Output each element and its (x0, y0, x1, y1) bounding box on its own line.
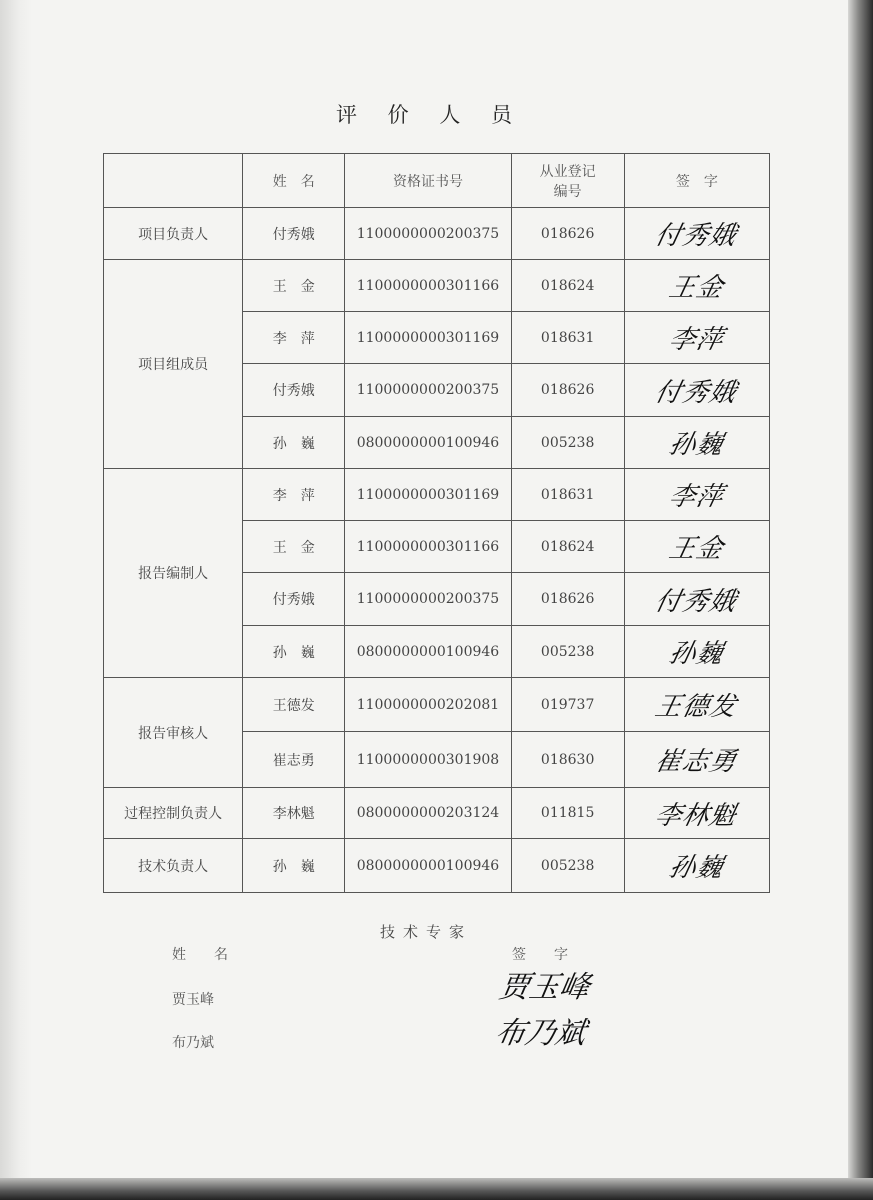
cert-cell: 1100000000200375 (345, 364, 511, 417)
reg-cell: 018626 (511, 364, 624, 417)
name-cell: 李林魁 (243, 788, 345, 839)
header-name: 姓 名 (243, 154, 345, 208)
signature-cell (624, 678, 769, 732)
header-reg-line2: 编号 (553, 183, 582, 200)
reg-cell: 005238 (511, 417, 624, 469)
name-cell: 李 萍 (243, 469, 345, 521)
cert-cell: 0800000000203124 (345, 788, 511, 839)
signature-cell (624, 417, 769, 469)
cert-cell: 0800000000100946 (345, 626, 511, 678)
cert-cell: 1100000000301166 (345, 521, 511, 573)
cert-cell: 1100000000200375 (345, 208, 511, 260)
signature-cell (624, 364, 769, 417)
role-cell: 报告编制人 (104, 469, 243, 678)
handwritten-signature: 孙巍 (666, 430, 727, 460)
experts-title: 技术专家 (380, 923, 473, 941)
table-row (104, 469, 770, 521)
cert-cell: 0800000000100946 (345, 417, 511, 469)
name-cell: 王 金 (243, 260, 345, 312)
expert-signature-1: 贾玉峰 (496, 970, 593, 1005)
handwritten-signature: 付秀娥 (652, 377, 741, 408)
header-sign: 签 字 (624, 154, 769, 208)
reg-cell: 019737 (511, 678, 624, 732)
name-cell: 孙 巍 (243, 839, 345, 893)
header-reg (511, 154, 624, 208)
signature-cell (624, 573, 769, 626)
reg-cell: 018626 (511, 208, 624, 260)
reg-cell: 018630 (511, 732, 624, 788)
cert-cell: 1100000000301908 (345, 732, 511, 788)
name-cell: 李 萍 (243, 312, 345, 364)
role-cell: 技术负责人 (104, 839, 243, 893)
reg-cell: 005238 (511, 626, 624, 678)
table-header-row (104, 154, 770, 208)
cert-cell: 1100000000301166 (345, 260, 511, 312)
role-cell: 报告审核人 (104, 678, 243, 788)
page-binding-shadow (0, 0, 32, 1178)
book-edge-right (848, 0, 873, 1200)
experts-sign-label: 签 字 (512, 947, 568, 963)
experts-name-label: 姓 名 (172, 947, 228, 963)
header-cert: 资格证书号 (345, 154, 511, 208)
cert-cell: 0800000000100946 (345, 839, 511, 893)
expert-signature-2: 布乃斌 (492, 1016, 589, 1051)
handwritten-signature: 李萍 (666, 325, 727, 355)
signature-cell (624, 839, 769, 893)
handwritten-signature: 崔志勇 (652, 747, 741, 777)
handwritten-signature: 付秀娥 (652, 586, 741, 617)
table-row (104, 208, 770, 260)
page-title: 评 价 人 员 (335, 103, 525, 127)
table-row (104, 788, 770, 839)
cert-cell: 1100000000301169 (345, 469, 511, 521)
header-reg-line1: 从业登记 (539, 163, 596, 180)
name-cell: 孙 巍 (243, 626, 345, 678)
reg-cell: 018631 (511, 312, 624, 364)
handwritten-signature: 李萍 (666, 482, 727, 512)
handwritten-signature: 孙巍 (666, 639, 727, 669)
signature-cell (624, 208, 769, 260)
signature-cell (624, 626, 769, 678)
handwritten-signature: 王金 (666, 534, 727, 564)
signature-cell (624, 260, 769, 312)
table-row (104, 260, 770, 312)
handwritten-signature: 李林魁 (652, 800, 741, 831)
reg-cell: 011815 (511, 788, 624, 839)
role-cell: 过程控制负责人 (104, 788, 243, 839)
signature-cell (624, 469, 769, 521)
expert-name-1: 贾玉峰 (172, 992, 214, 1008)
name-cell: 付秀娥 (243, 573, 345, 626)
reg-cell: 018631 (511, 469, 624, 521)
handwritten-signature: 王德发 (652, 692, 741, 722)
name-cell: 王 金 (243, 521, 345, 573)
role-cell: 项目负责人 (104, 208, 243, 260)
name-cell: 付秀娥 (243, 364, 345, 417)
signature-cell (624, 521, 769, 573)
reg-cell: 005238 (511, 839, 624, 893)
reg-cell: 018624 (511, 260, 624, 312)
handwritten-signature: 孙巍 (666, 853, 727, 883)
name-cell: 孙 巍 (243, 417, 345, 469)
signature-cell (624, 788, 769, 839)
handwritten-signature: 王金 (666, 273, 727, 303)
reg-cell: 018624 (511, 521, 624, 573)
handwritten-signature: 付秀娥 (652, 221, 741, 251)
name-cell: 崔志勇 (243, 732, 345, 788)
name-cell: 王德发 (243, 678, 345, 732)
signature-cell (624, 732, 769, 788)
header-role (104, 154, 243, 208)
cert-cell: 1100000000301169 (345, 312, 511, 364)
cert-cell: 1100000000200375 (345, 573, 511, 626)
role-cell: 项目组成员 (104, 260, 243, 469)
reg-cell: 018626 (511, 573, 624, 626)
expert-name-2: 布乃斌 (172, 1035, 214, 1051)
name-cell: 付秀娥 (243, 208, 345, 260)
table-row (104, 839, 770, 893)
cert-cell: 1100000000202081 (345, 678, 511, 732)
book-edge-bottom (0, 1178, 873, 1200)
table-row (104, 678, 770, 732)
evaluators-table (103, 153, 770, 893)
signature-cell (624, 312, 769, 364)
